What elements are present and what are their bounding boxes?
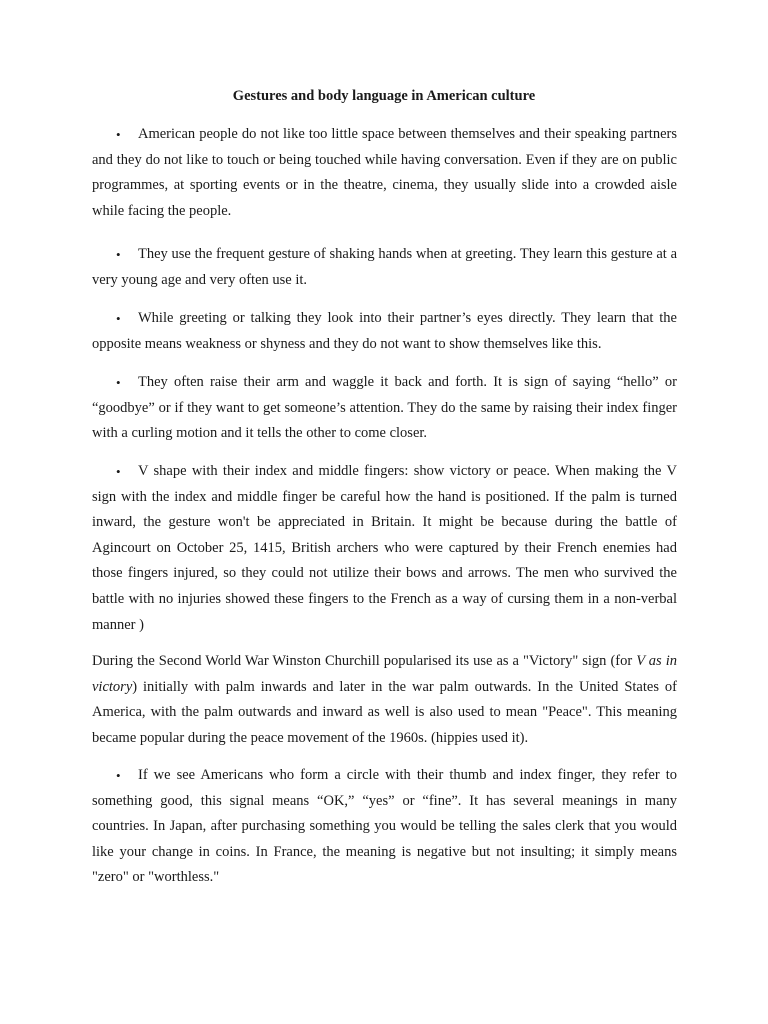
bullet-text: American people do not like too little space between themselves and their speaking partners and they do not like to touch or being touched while having conversation. Even if they are on public programmes, at sporting events or in the theatre, cinema, they usually slide into a crowded aisle while facing the people.	[92, 126, 677, 219]
bullet-text: While greeting or talking they look into their partner’s eyes directly. They learn that the opposite means weakness or shyness and they do not want to show themselves like this.	[92, 310, 677, 352]
bullet-waving	[92, 370, 677, 447]
bullet-marker: •	[116, 768, 121, 783]
bullet-ok-sign	[92, 763, 677, 891]
page-title: Gestures and body language in American culture	[232, 88, 536, 104]
bullet-text: They often raise their arm and waggle it back and forth. It is sign of saying “hello” or “goodbye” or if they want to get someone’s attention. They do the same by raising their index finger with a curling motion and it tells the other to come closer.	[92, 374, 677, 442]
bullet-handshake	[92, 242, 677, 293]
bullet-marker: •	[116, 127, 121, 142]
bullet-text: If we see Americans who form a circle with their thumb and index finger, they refer to something good, this signal means “OK,” “yes” or “fine”. It has several meanings in many countries. In Japan, after purchasing something you would be telling the sales clerk that you would like your change in coins. In France, the meaning is negative but not insulting; it simply means "zero" or "worthless."	[92, 767, 677, 886]
bullet-marker: •	[116, 247, 121, 262]
bullet-text: V shape with their index and middle fingers: show victory or peace. When making the V sign with the index and middle finger be careful how the hand is positioned. If the palm is turned inward, the gesture won't be appreciated in Britain. It might be because during the battle of Agincourt on October 25, 1415, British archers who were captured by their French enemies had those fingers injured, so they could not utilize their bows and arrows. The men who survived the battle with no injuries showed these fingers to the French as a way of cursing them in a non-verbal manner )	[92, 463, 677, 633]
bullet-marker: •	[116, 311, 121, 326]
churchill-text-end: ) initially with palm inwards and later in the war palm outwards. In the United States of America, with the palm outwards and inward as well is also used to mean "Peace". This meaning became popular during the peace movement of the 1960s. (hippies used it).	[92, 678, 677, 746]
churchill-italic-phrase: V as in victory	[92, 653, 677, 695]
bullet-text: They use the frequent gesture of shaking hands when at greeting. They learn this gesture at a very young age and very often use it.	[92, 246, 677, 288]
bullet-eye-contact	[92, 306, 677, 357]
bullet-personal-space	[92, 122, 677, 224]
bullet-marker: •	[116, 375, 121, 390]
churchill-text-start: During the Second World War Winston Churchill popularised its use as a "Victory" sign (for	[92, 653, 637, 669]
churchill-paragraph	[92, 649, 677, 751]
bullet-v-sign	[92, 459, 677, 638]
bullet-marker: •	[116, 464, 121, 479]
